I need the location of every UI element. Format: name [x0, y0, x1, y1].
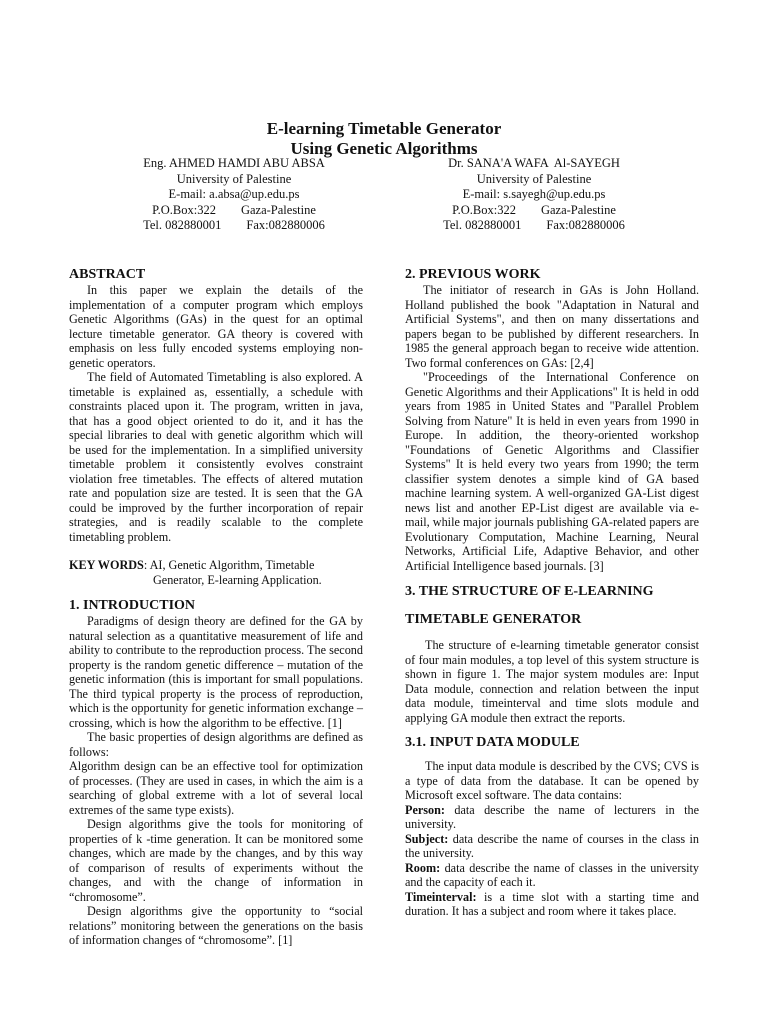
structure-heading-line-2: TIMETABLE GENERATOR [405, 612, 582, 627]
definition-text: data describe the name of courses in the class in the university. [405, 831, 699, 860]
abstract-heading: ABSTRACT [69, 267, 146, 282]
introduction-paragraph: Design algorithms give the tools for monitoring of properties of k -time generation. It can be monitored some changes, which are made by the changes, and by this way of comparison of results of experiments without the changes, and with the change of information in “chromosome”. [69, 817, 363, 904]
left-column [69, 266, 363, 948]
introduction-paragraph: Paradigms of design theory are defined for the GA by natural selection as a quantitative measurement of life and ability to contribute to the reproduction process. The second property is the random genetic difference – mutation of the genetic information (this is important for small populations. The third typical property is the process of reproduction, which is the opportunity for genetic information exchange – crossing, which is how the algorithm to be effective. [1] [69, 614, 363, 730]
previous-work-heading: 2. PREVIOUS WORK [405, 267, 541, 282]
definition-subject [405, 832, 699, 861]
previous-work-paragraph: "Proceedings of the International Conference on Genetic Algorithms and their Applications" It is held in odd years from 1985 in United States and "Parallel Problem Solving from Nature" It is held in even years from 1990 in Europe. In addition, the theory-oriented workshop "Foundations of Genetic Algorithms and Classifier Systems" It is held every two years from 1990; the term classifier system denotes a simple kind of GA based machine learning system. A well-organized GA-List digest news list and another EP-List digest are available via e-mail, while major journals publishing GA-related papers are Evolutionary Computation, Machine Learning, Neural Networks, Artificial Life, Adaptive Behavior, and other Artificial Intelligence based journals. [3] [405, 370, 699, 573]
author-email: E-mail: a.absa@up.edu.ps [168, 187, 300, 201]
abstract-paragraph: The field of Automated Timetabling is also explored. A timetable is explained as, essentially, a schedule with constraints placed upon it. The program, written in java, that has a good object oriented to do it, and it has the special libraries to deal with genetic algorithm which will be used for the implementation. In a simplified university timetable problem it consistently evolves constraint violation free timetables. The effects of altered mutation rate and population size are tested. It is seen that the GA could be improved by the further incorporation of repair strategies, and is readily scalable to the complete timetabling problem. [69, 370, 363, 544]
definition-text: is a time slot with a starting time and duration. It has a subject and room where it takes place. [405, 889, 699, 918]
title-line-1: E-learning Timetable Generator [266, 119, 502, 138]
definition-room [405, 861, 699, 890]
keywords [69, 558, 363, 587]
definition-term: Subject: [405, 831, 449, 846]
author-email: E-mail: s.sayegh@up.edu.ps [462, 187, 606, 201]
introduction-paragraph: Algorithm design can be an effective tool for optimization of processes. (They are used in cases, in which the aim is a searching of global extreme with a lot of several local extremes of the same type exists). [69, 759, 363, 817]
definition-term: Timeinterval: [405, 889, 477, 904]
author-affiliation: University of Palestine [476, 171, 592, 186]
definition-term: Room: [405, 860, 441, 875]
abstract-paragraph: In this paper we explain the details of the implementation of a computer program which employs Genetic Algorithms (GAs) in the quest for an optimal lecture timetable generator. GA theory is covered with emphasis on less fully encoded systems employing non-genetic operators. [69, 283, 363, 370]
author-phone: Tel. 082880001 Fax:082880006 [143, 218, 325, 232]
author-name: Dr. SANA'A WAFA Al-SAYEGH [448, 156, 620, 170]
author-pobox: P.O.Box:322 Gaza-Palestine [452, 202, 616, 217]
author-block-1 [84, 156, 384, 234]
structure-heading-line-1: 3. THE STRUCTURE OF E-LEARNING [405, 584, 654, 599]
keywords-label: KEY WORDS [69, 558, 144, 572]
paper-title [0, 119, 768, 159]
definition-person [405, 803, 699, 832]
definition-text: data describe the name of classes in the university and the capacity of each it. [405, 860, 699, 889]
keywords-text: : AI, Genetic Algorithm, Timetable Generator, E-learning Application. [143, 558, 322, 587]
author-block-2 [384, 156, 684, 234]
input-module-paragraph: The input data module is described by the CVS; CVS is a type of data from the database. It can be opened by Microsoft excel software. The data contains: [405, 759, 699, 802]
definition-term: Person: [405, 802, 445, 817]
introduction-paragraph: The basic properties of design algorithms are defined as follows: [69, 730, 363, 759]
input-module-heading: 3.1. INPUT DATA MODULE [405, 735, 580, 750]
definition-text: data describe the name of lecturers in the university. [405, 802, 699, 831]
right-column [405, 266, 699, 919]
definition-timeinterval [405, 890, 699, 919]
author-name: Eng. AHMED HAMDI ABU ABSA [143, 156, 325, 170]
introduction-paragraph: Design algorithms give the opportunity to “social relations” monitoring between the generations on the basis of information changes of “chromosome”. [1] [69, 904, 363, 947]
author-pobox: P.O.Box:322 Gaza-Palestine [152, 202, 316, 217]
structure-paragraph: The structure of e-learning timetable generator consist of four main modules, a top level of this system structure is shown in figure 1. The major system modules are: Input Data module, connection and relation between the input data module, timeinterval and time slots module and applying GA module then extract the reports. [405, 638, 699, 725]
author-phone: Tel. 082880001 Fax:082880006 [443, 218, 625, 232]
previous-work-paragraph: The initiator of research in GAs is John Holland. Holland published the book "Adaptation in Natural and Artificial Systems", and then on many dissertations and papers began to be published by different researchers. In 1985 the general approach began to receive wide attention. Two formal conferences on GAs: [2,4] [405, 283, 699, 370]
author-affiliation: University of Palestine [176, 171, 292, 186]
title-line-2: Using Genetic Algorithms [290, 139, 478, 158]
introduction-heading: 1. INTRODUCTION [69, 598, 196, 613]
